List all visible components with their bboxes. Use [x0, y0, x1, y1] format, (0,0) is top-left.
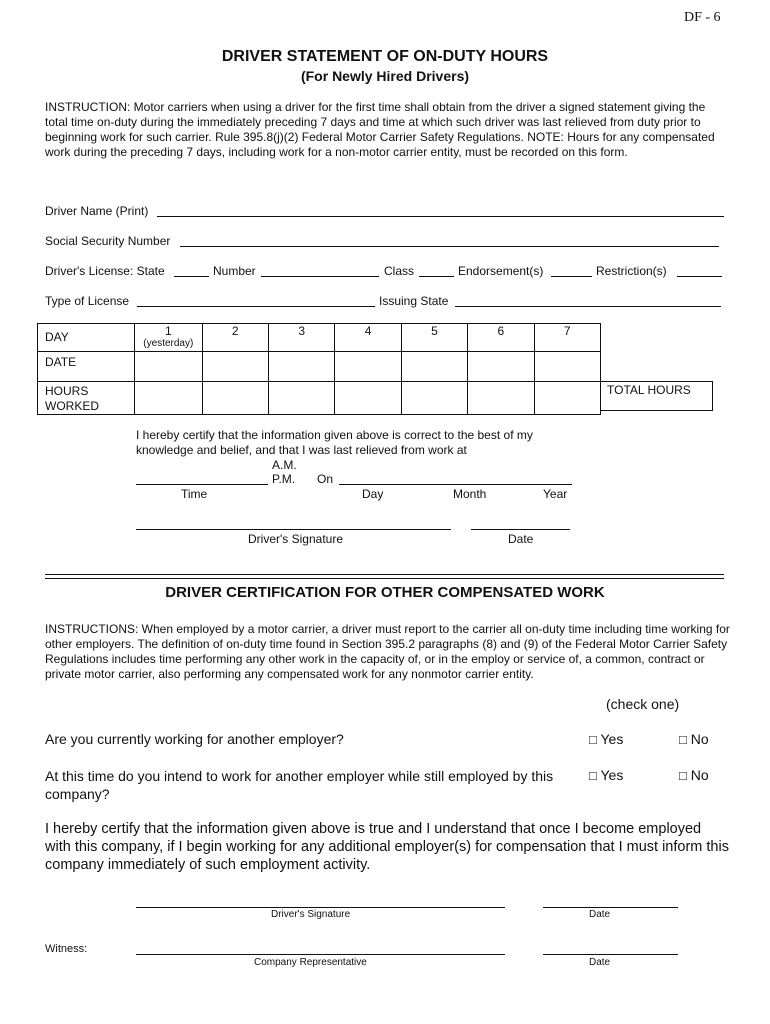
license-number-label: Number — [213, 264, 256, 278]
day-4-cell: 4 — [335, 324, 401, 352]
bottom-driver-signature-caption: Driver's Signature — [271, 909, 351, 920]
form-code: DF - 6 — [684, 10, 721, 25]
witness-label: Witness: — [45, 943, 88, 955]
q2-no-option[interactable] — [679, 767, 709, 783]
license-number-input[interactable] — [263, 263, 377, 277]
q1-no-checkbox[interactable]: □ — [679, 732, 687, 747]
check-one-label: (check one) — [606, 696, 680, 712]
date-cell[interactable] — [335, 352, 401, 382]
q1-yes-label: Yes — [600, 731, 624, 747]
q2-no-checkbox[interactable]: □ — [679, 768, 687, 783]
q1-no-option[interactable] — [679, 731, 709, 747]
endorsements-label: Endorsement(s) — [458, 264, 544, 278]
page-subtitle: (For Newly Hired Drivers) — [300, 68, 470, 84]
certify-line-2: knowledge and belief, and that I was last relieved from work at — [136, 443, 467, 457]
section-2-title: DRIVER CERTIFICATION FOR OTHER COMPENSATED WORK — [165, 584, 605, 601]
day-header: DAY — [38, 324, 135, 352]
restrictions-label: Restriction(s) — [596, 264, 667, 278]
license-type-label: Type of License — [45, 294, 130, 308]
q1-yes-checkbox[interactable]: □ — [589, 732, 597, 747]
q2-yes-checkbox[interactable]: □ — [589, 768, 597, 783]
instruction-text: INSTRUCTION: Motor carriers when using a driver for the first time shall obtain from the driver a signed statement giving the total time on-duty during the immediately preceding 7 days and time at which such driver was last relieved from duty prior to beginning work for such carrier. Rule 395.8(j)(2) Federal Motor Carrier Safety Regulations. NOTE: Hours for any compensated work during the preceding 7 days, including work for a non-motor carrier entity, must be recorded on this form. — [45, 100, 715, 159]
date-cell[interactable] — [202, 352, 268, 382]
section-divider — [45, 574, 724, 575]
day-5-cell: 5 — [401, 324, 467, 352]
q2-no-label: No — [690, 767, 709, 783]
driver-signature-input[interactable] — [138, 516, 449, 530]
day-caption: Day — [362, 487, 384, 501]
date-cell[interactable] — [268, 352, 334, 382]
certify-line-1: I hereby certify that the information given above is correct to the best of my — [136, 428, 533, 442]
license-state-label: Driver's License: State — [45, 264, 165, 278]
bottom-driver-date-caption: Date — [589, 909, 611, 920]
am-label: A.M. — [272, 458, 297, 472]
day-1-cell — [135, 324, 203, 352]
date-cell[interactable] — [135, 352, 203, 382]
date-header: DATE — [38, 352, 135, 382]
company-rep-date-caption: Date — [589, 957, 611, 968]
ssn-input[interactable] — [183, 233, 715, 247]
driver-name-label: Driver Name (Print) — [45, 204, 149, 218]
company-rep-caption: Company Representative — [254, 957, 367, 968]
day-7-cell: 7 — [534, 324, 600, 352]
company-rep-date-input[interactable] — [545, 941, 676, 955]
question-2: At this time do you intend to work for another employer while still employed by this company? — [45, 768, 554, 802]
class-label: Class — [384, 264, 415, 278]
signature-date-input[interactable] — [473, 516, 568, 530]
hours-cell[interactable] — [135, 382, 203, 415]
day-2-cell: 2 — [202, 324, 268, 352]
date-cell[interactable] — [468, 352, 534, 382]
issuing-state-input[interactable] — [458, 293, 718, 307]
bottom-driver-date-input[interactable] — [545, 894, 676, 908]
relieved-time-input[interactable] — [138, 471, 266, 485]
driver-signature-caption: Driver's Signature — [248, 532, 343, 546]
endorsements-input[interactable] — [553, 263, 591, 277]
hours-cell[interactable] — [468, 382, 534, 415]
year-caption: Year — [543, 487, 568, 501]
hours-cell[interactable] — [534, 382, 600, 415]
date-cell[interactable] — [534, 352, 600, 382]
time-caption: Time — [181, 487, 208, 501]
hours-worked-header — [38, 382, 135, 415]
relieved-date-input[interactable] — [341, 471, 570, 485]
signature-date-caption: Date — [508, 532, 534, 546]
driver-name-input[interactable] — [160, 203, 720, 217]
company-rep-signature-input[interactable] — [138, 941, 503, 955]
hours-cell[interactable] — [335, 382, 401, 415]
total-hours-box[interactable] — [600, 381, 713, 411]
on-label: On — [317, 472, 334, 486]
day-3-cell: 3 — [268, 324, 334, 352]
hours-cell[interactable] — [268, 382, 334, 415]
yesterday-label: (yesterday) — [143, 338, 194, 349]
bottom-driver-signature-input[interactable] — [138, 894, 503, 908]
q1-no-label: No — [690, 731, 709, 747]
restrictions-input[interactable] — [679, 263, 721, 277]
total-hours-label: TOTAL HOURS — [607, 383, 691, 397]
date-cell[interactable] — [401, 352, 467, 382]
license-state-input[interactable] — [176, 263, 208, 277]
hours-cell[interactable] — [401, 382, 467, 415]
ssn-label: Social Security Number — [45, 234, 171, 248]
license-type-input[interactable] — [140, 293, 372, 307]
question-1: Are you currently working for another employer? — [45, 731, 344, 747]
day-1-label: 1 — [164, 324, 172, 338]
q1-yes-option[interactable] — [589, 731, 623, 747]
hours-table — [37, 323, 601, 415]
worked-label: WORKED — [45, 399, 99, 413]
class-input[interactable] — [421, 263, 453, 277]
month-caption: Month — [453, 487, 487, 501]
issuing-state-label: Issuing State — [379, 294, 449, 308]
page-title: DRIVER STATEMENT OF ON-DUTY HOURS — [221, 48, 549, 65]
section-divider — [45, 578, 724, 579]
certification-statement: I hereby certify that the information given above is true and I understand that once I become employed with this company, if I begin working for any additional employer(s) for compensation that I must inform this company immediately of such employment activity. — [45, 821, 729, 873]
hours-label: HOURS — [45, 384, 89, 398]
section-2-instructions: INSTRUCTIONS: When employed by a motor carrier, a driver must report to the carrier all on-duty time including time working for other employers. The definition of on-duty time found in Section 395.2 paragraphs (8) and (9) of the Federal Motor Carrier Safety Regulations includes time performing any other work in the capacity of, or in the employ or service of, a common, contract or private motor carrier, also performing any compensated work for any nonmotor carrier entity. — [45, 622, 730, 681]
pm-label: P.M. — [272, 472, 296, 486]
hours-cell[interactable] — [202, 382, 268, 415]
q2-yes-option[interactable] — [589, 767, 623, 783]
q2-yes-label: Yes — [600, 767, 624, 783]
day-6-cell: 6 — [468, 324, 534, 352]
